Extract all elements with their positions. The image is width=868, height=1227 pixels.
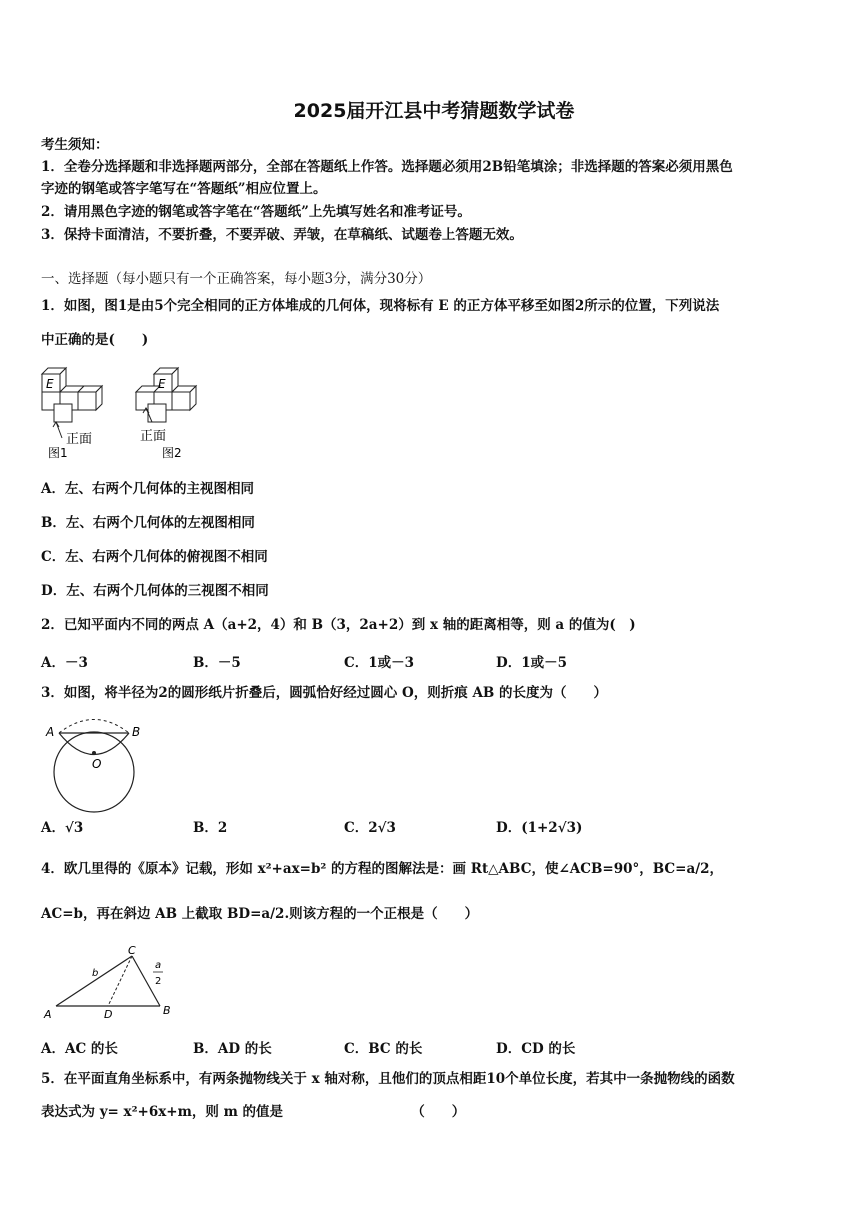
q4-option-c: C．BC 的长 [344,1041,423,1057]
q1-stem: 1．如图，图1是由5个完全相同的正方体堆成的几何体，现将标有 E 的正方体平移至如图2所示的位置，下列说法 [41,298,720,314]
q1-fig-label-e2: E [158,377,166,391]
page-title: 2025届开江县中考猜题数学试卷 [293,100,575,122]
q3-option-a: A．√3 [41,820,84,836]
q4-option-b: B．AD 的长 [193,1041,272,1057]
q4-stem-cont: AC=b，再在斜边 AB 上截取 BD=a/2.则该方程的一个正根是（ ） [41,906,479,922]
notice-item: 字迹的钢笔或答字笔写在“答题纸”相应位置上。 [41,181,327,197]
q2-option-c: C．1或－3 [344,655,415,671]
q4-option-a: A．AC 的长 [41,1041,118,1057]
q3-figure [40,716,150,816]
q4-label-a: A [44,1008,52,1021]
q3-label-o: O [92,757,102,771]
q4-label-d: D [104,1008,113,1021]
q3-option-b: B．2 [193,820,228,836]
q4-figure [40,944,180,1024]
q4-label-two: 2 [155,976,162,987]
q1-figure [36,364,211,464]
q4-label-b: B [163,1004,171,1017]
q2-option-d: D．1或－5 [496,655,567,671]
q1-fig-label-front: 正面 [66,432,93,447]
q1-option-d: D．左、右两个几何体的三视图不相同 [41,583,269,599]
q1-option-c: C．左、右两个几何体的俯视图不相同 [41,549,268,565]
q4-option-d: D．CD 的长 [496,1041,576,1057]
q2-option-b: B．－5 [193,655,241,671]
q1-stem-cont: 中正确的是( ) [41,332,149,348]
section-heading: 一、选择题（每小题只有一个正确答案，每小题3分，满分30分） [41,271,432,287]
q4-label-side-b: b [92,968,99,979]
q3-stem: 3．如图，将半径为2的圆形纸片折叠后，圆弧恰好经过圆心 O，则折痕 AB 的长度为（ ） [41,685,608,701]
q3-option-c: C．2√3 [344,820,396,836]
q1-option-b: B．左、右两个几何体的左视图相同 [41,515,255,531]
q4-label-c: C [128,944,136,957]
q1-fig-label-front2: 正面 [140,429,167,444]
q1-option-a: A．左、右两个几何体的主视图相同 [41,481,254,497]
q2-option-a: A．－3 [41,655,88,671]
q2-stem: 2．已知平面内不同的两点 A（a+2，4）和 B（3，2a+2）到 x 轴的距离相等，则 a 的值为( ) [41,617,636,633]
notice-item: 2．请用黑色字迹的钢笔或答字笔在“答题纸”上先填写姓名和准考证号。 [41,204,471,220]
q5-stem: 5．在平面直角坐标系中，有两条抛物线关于 x 轴对称，且他们的顶点相距10个单位长度，若其中一条抛物线的函数 [41,1071,735,1087]
q3-option-d: D．(1+2√3) [496,820,583,836]
q5-stem-cont: 表达式为 y= x²+6x+m，则 m 的值是 （ ） [41,1104,466,1120]
q4-label-side-a: a [155,960,162,971]
q3-label-a: A [46,725,55,739]
q4-stem: 4．欧几里得的《原本》记载，形如 x²+ax=b² 的方程的图解法是：画 Rt△ABC，使∠ACB=90°，BC=a/2， [41,861,724,877]
notice-heading: 考生须知： [41,137,109,153]
notice-item: 1．全卷分选择题和非选择题两部分，全部在答题纸上作答。选择题必须用2B铅笔填涂；非选择题的答案必须用黑色 [41,159,733,175]
q1-fig-label-e: E [46,377,54,391]
q1-fig-label-fig1: 图1 [48,446,68,460]
notice-item: 3．保持卡面清洁，不要折叠，不要弄破、弄皱，在草稿纸、试题卷上答题无效。 [41,227,523,243]
q3-label-b: B [132,725,141,739]
q1-fig-label-fig2: 图2 [162,446,182,460]
